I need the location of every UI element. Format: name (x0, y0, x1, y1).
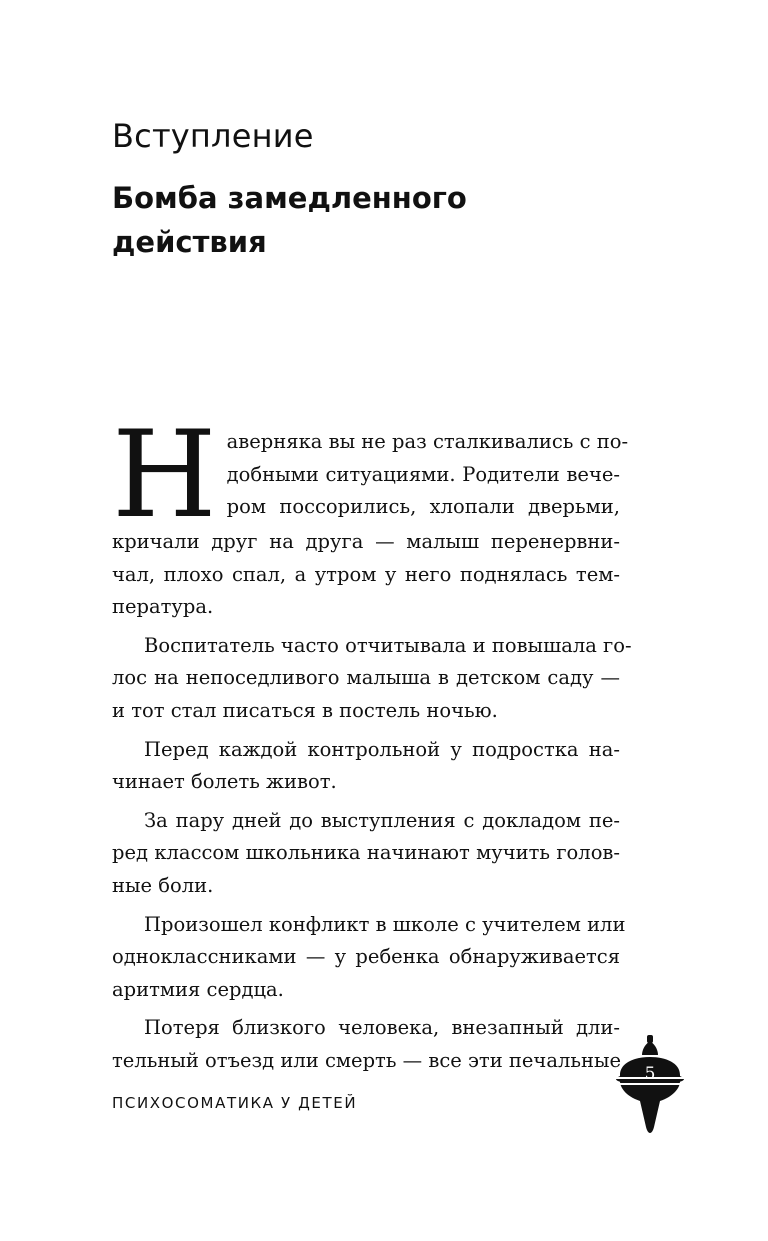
chapter-title-line: Бомба замедленного (112, 181, 467, 215)
chapter-title (112, 176, 632, 264)
text-line: Произошел конфликт в школе с учителем или (144, 912, 626, 936)
text-line: и тот стал писаться в постель ночью. (112, 698, 498, 722)
text-line: кричали друг на друга — малыш перенервни- (112, 530, 620, 553)
text-line: ром поссорились, хлопали дверьми, (226, 495, 620, 519)
spinning-top-icon (614, 1035, 686, 1141)
text-line: За пару дней до выступления с докладом пе- (144, 808, 620, 832)
text-line: ные боли. (112, 873, 214, 897)
text-line: ред классом школьника начинают мучить голов- (112, 841, 620, 865)
text-line: Потеря близкого человека, внезапный дли- (144, 1016, 620, 1040)
chapter-title-line: действия (112, 225, 267, 259)
running-footer-title: ПСИХОСОМАТИКА У ДЕТЕЙ (112, 1094, 358, 1112)
body-text (112, 406, 632, 1078)
text-line: аритмия сердца. (112, 977, 284, 1001)
page-number: 5 (644, 1064, 656, 1084)
text-line: лос на непоседливого малыша в детском саду — (112, 666, 620, 690)
chapter-label: Вступление (112, 117, 314, 155)
text-line: аверняка вы не раз сталкивались с по- (226, 430, 629, 453)
text-line: тельный отъезд или смерть — все эти печальные (112, 1048, 622, 1072)
text-line: Воспитатель часто отчитывала и повышала го- (144, 633, 632, 657)
drop-cap: Н (112, 406, 217, 545)
text-line: добными ситуациями. Родители вече- (226, 462, 620, 486)
text-line: Перед каждой контрольной у подростка на- (144, 737, 620, 761)
text-line: чинает болеть живот. (112, 770, 337, 794)
text-line: пература. (112, 595, 214, 619)
text-line: одноклассниками — у ребенка обнаруживается (112, 945, 620, 969)
text-line: чал, плохо спал, а утром у него поднялась тем- (112, 562, 620, 586)
